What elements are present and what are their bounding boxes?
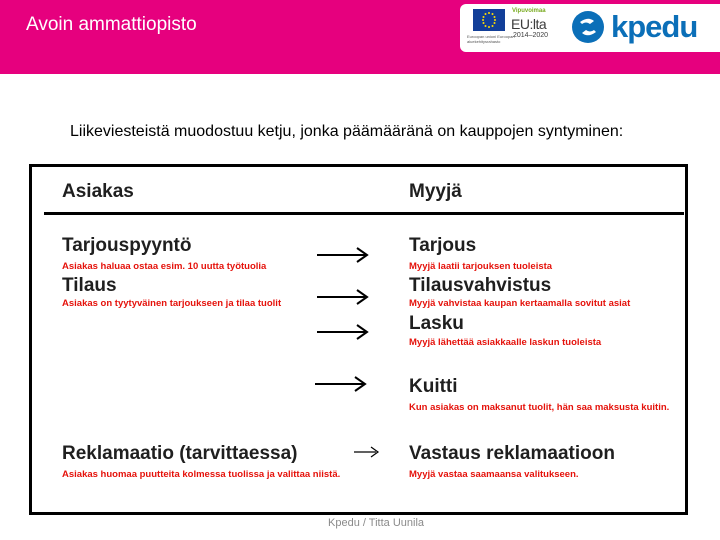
step-desc-complaint-response: Myyjä vastaa saamaansa valitukseen. bbox=[409, 469, 579, 480]
vipuvoimaa-logo-eu: EU:lta bbox=[511, 16, 547, 32]
column-heading-seller: Myyjä bbox=[409, 181, 462, 202]
step-title-order-confirmation: Tilausvahvistus bbox=[409, 275, 552, 296]
eu-flag-icon bbox=[473, 9, 505, 31]
vipuvoimaa-logo-top: Vipuvoimaa bbox=[512, 8, 546, 14]
column-heading-customer: Asiakas bbox=[62, 181, 134, 202]
step-desc-complaint: Asiakas huomaa puutteita kolmessa tuolissa ja valittaa niistä. bbox=[62, 469, 341, 480]
arrow-right-icon bbox=[315, 322, 375, 342]
arrow-right-icon bbox=[313, 374, 373, 394]
step-desc-quote: Myyjä laatii tarjouksen tuoleista bbox=[409, 261, 553, 272]
step-desc-order: Asiakas on tyytyväinen tarjoukseen ja tilaa tuolit bbox=[62, 298, 282, 309]
arrow-right-icon bbox=[315, 245, 375, 265]
footer-text: Kpedu / Titta Uunila bbox=[328, 517, 425, 529]
heading-rule bbox=[44, 212, 684, 215]
step-desc-receipt: Kun asiakas on maksanut tuolit, hän saa maksusta kuitin. bbox=[409, 402, 670, 413]
step-title-invoice: Lasku bbox=[409, 313, 464, 334]
intro-text: Liikeviesteistä muodostuu ketju, jonka päämääränä on kauppojen syntyminen: bbox=[70, 123, 624, 140]
step-title-receipt: Kuitti bbox=[409, 376, 458, 397]
step-title-complaint-response: Vastaus reklamaatioon bbox=[409, 443, 615, 464]
vipuvoimaa-logo-years: 2014–2020 bbox=[513, 32, 549, 39]
school-name: Avoin ammattiopisto bbox=[26, 14, 197, 35]
arrow-right-icon bbox=[315, 287, 375, 307]
step-desc-order-confirmation: Myyjä vahvistaa kaupan kertaamalla sovitut asiat bbox=[409, 298, 631, 309]
arrow-right-icon bbox=[352, 444, 382, 460]
logo-area bbox=[460, 4, 720, 52]
step-title-quote-request: Tarjouspyyntö bbox=[62, 235, 192, 256]
step-title-complaint: Reklamaatio (tarvittaessa) bbox=[62, 443, 298, 464]
step-desc-invoice: Myyjä lähettää asiakkaalle laskun tuoleista bbox=[409, 337, 602, 348]
step-desc-quote-request: Asiakas haluaa ostaa esim. 10 uutta työtuolia bbox=[62, 261, 267, 272]
step-title-quote: Tarjous bbox=[409, 235, 477, 256]
kpedu-logo-text: kpedu bbox=[611, 9, 698, 44]
eu-flag-caption: Euroopan unioni Euroopan aluekehitysrahasto bbox=[467, 34, 515, 44]
step-title-order: Tilaus bbox=[62, 275, 117, 296]
